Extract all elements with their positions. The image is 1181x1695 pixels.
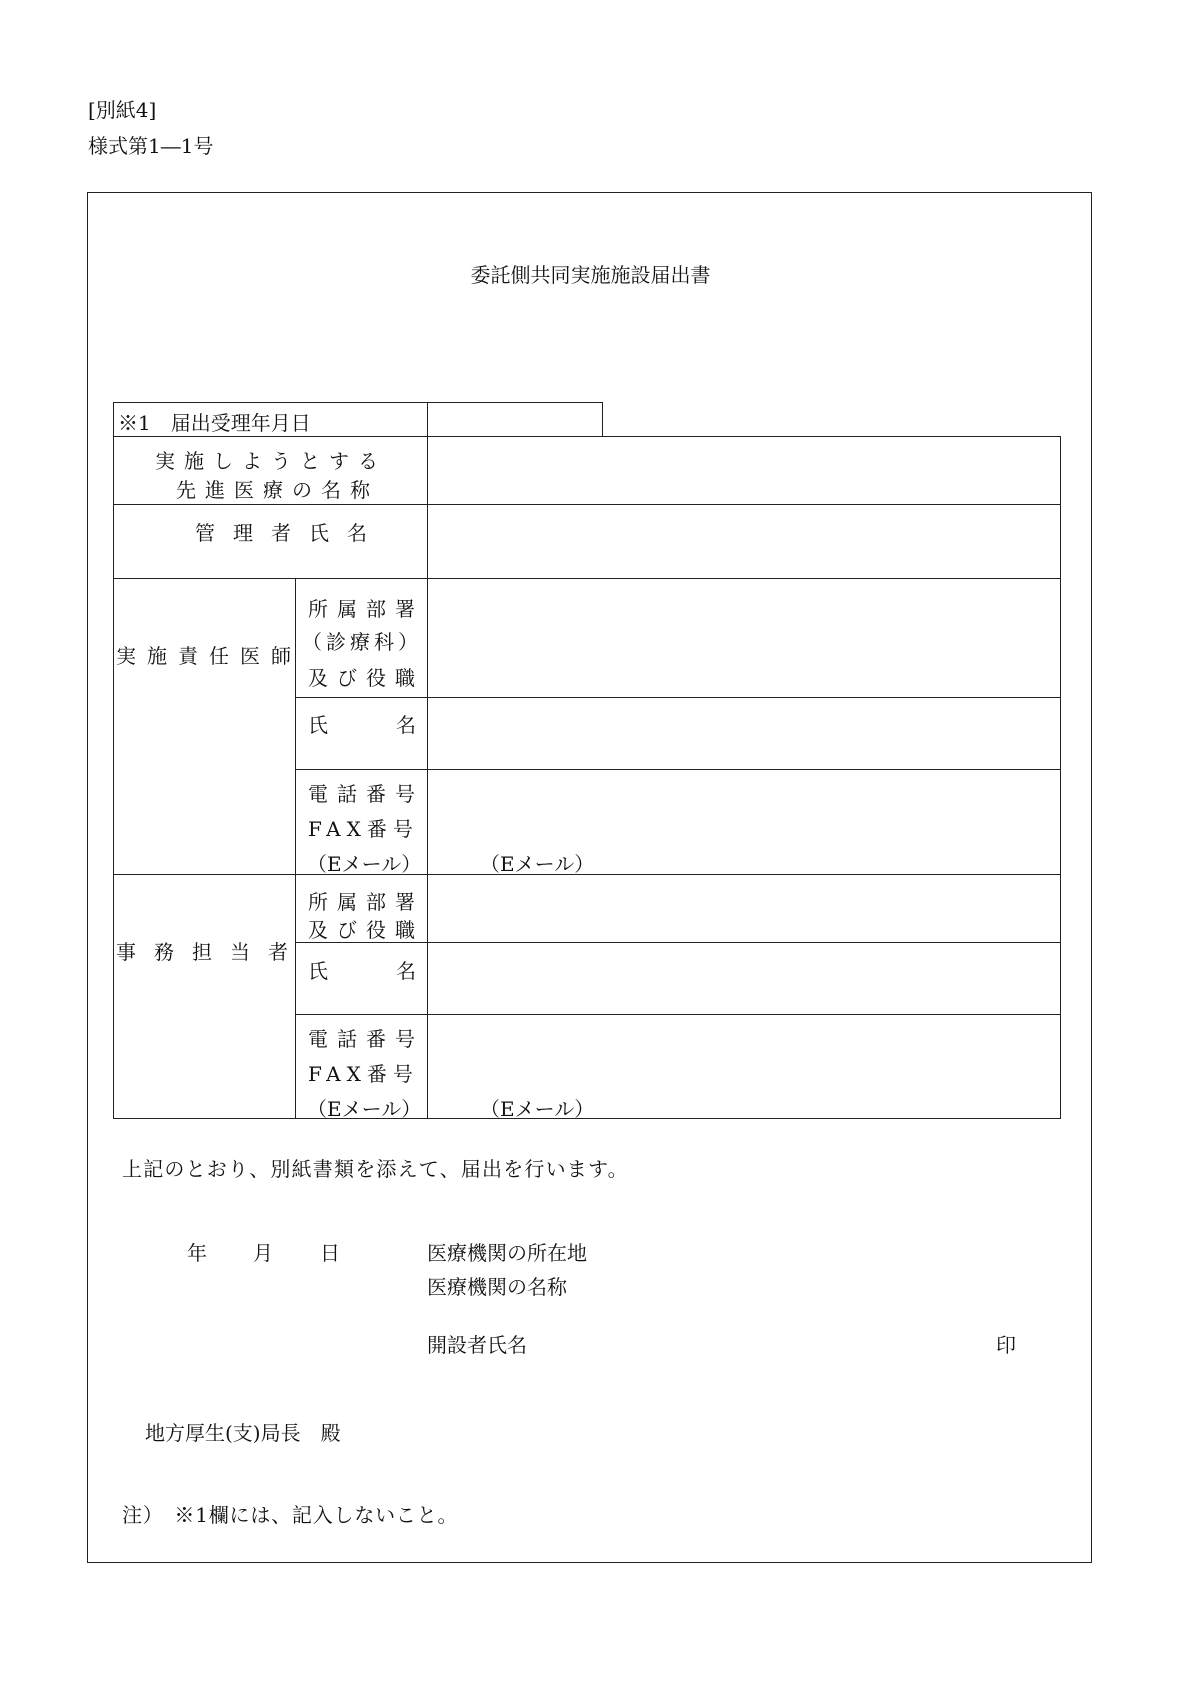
tech-name-field[interactable] xyxy=(430,438,1058,502)
form-number: 様式第1―1号 xyxy=(88,134,214,158)
physician-contact-field[interactable] xyxy=(430,771,1058,872)
physician-dept-field[interactable] xyxy=(430,580,1058,695)
clerk-email-label: （Eメール） xyxy=(307,1097,422,1121)
day-label: 日 xyxy=(320,1241,340,1265)
month-label: 月 xyxy=(253,1241,273,1265)
clerk-tel-label: 電話番号 xyxy=(308,1027,424,1051)
physician-email-value: （Eメール） xyxy=(480,852,595,876)
clerk-fax-label: FAX番号 xyxy=(308,1062,419,1086)
document-title: 委託側共同実施施設届出書 xyxy=(470,263,711,287)
physician-dept-label-line1: 所属部署 xyxy=(308,597,424,621)
physician-dept-label-line3: 及び役職 xyxy=(308,666,424,690)
physician-tel-label: 電話番号 xyxy=(308,782,424,806)
tech-name-label-line2: 先進医療の名称 xyxy=(176,478,379,502)
addressee: 地方厚生(支)局長 殿 xyxy=(145,1421,341,1445)
founder-name-label: 開設者氏名 xyxy=(427,1333,527,1357)
clerk-contact-field[interactable] xyxy=(430,1016,1058,1117)
clerk-group-label: 事務担当者 xyxy=(116,940,306,964)
institution-address-label: 医療機関の所在地 xyxy=(427,1241,587,1265)
footnote: 注） ※1欄には、記入しないこと。 xyxy=(122,1503,459,1527)
year-label: 年 xyxy=(187,1241,207,1265)
manager-name-label: 管理者氏名 xyxy=(195,521,385,545)
clerk-name-label: 氏 名 xyxy=(308,959,416,983)
clerk-dept-field[interactable] xyxy=(430,876,1058,940)
physician-dept-label-line2: （診療科） xyxy=(302,630,422,654)
attachment-number: [別紙4] xyxy=(88,98,157,122)
physician-name-field[interactable] xyxy=(430,699,1058,767)
physician-group-label: 実施責任医師 xyxy=(116,644,302,668)
physician-name-label: 氏 名 xyxy=(308,713,416,737)
submission-statement: 上記のとおり、別紙書類を添えて、届出を行います。 xyxy=(122,1157,629,1181)
seal-label: 印 xyxy=(996,1333,1016,1357)
clerk-dept-label-line1: 所属部署 xyxy=(308,890,424,914)
receipt-date-field[interactable] xyxy=(430,404,600,435)
institution-name-label: 医療機関の名称 xyxy=(427,1275,567,1299)
physician-email-label: （Eメール） xyxy=(307,852,422,876)
tech-name-label-line1: 実施しようとする xyxy=(155,449,387,473)
clerk-name-field[interactable] xyxy=(430,944,1058,1012)
receipt-date-label: ※1 届出受理年月日 xyxy=(118,411,311,435)
clerk-dept-label-line2: 及び役職 xyxy=(308,918,424,942)
clerk-email-value: （Eメール） xyxy=(480,1097,595,1121)
physician-fax-label: FAX番号 xyxy=(308,817,419,841)
manager-name-field[interactable] xyxy=(430,506,1058,576)
